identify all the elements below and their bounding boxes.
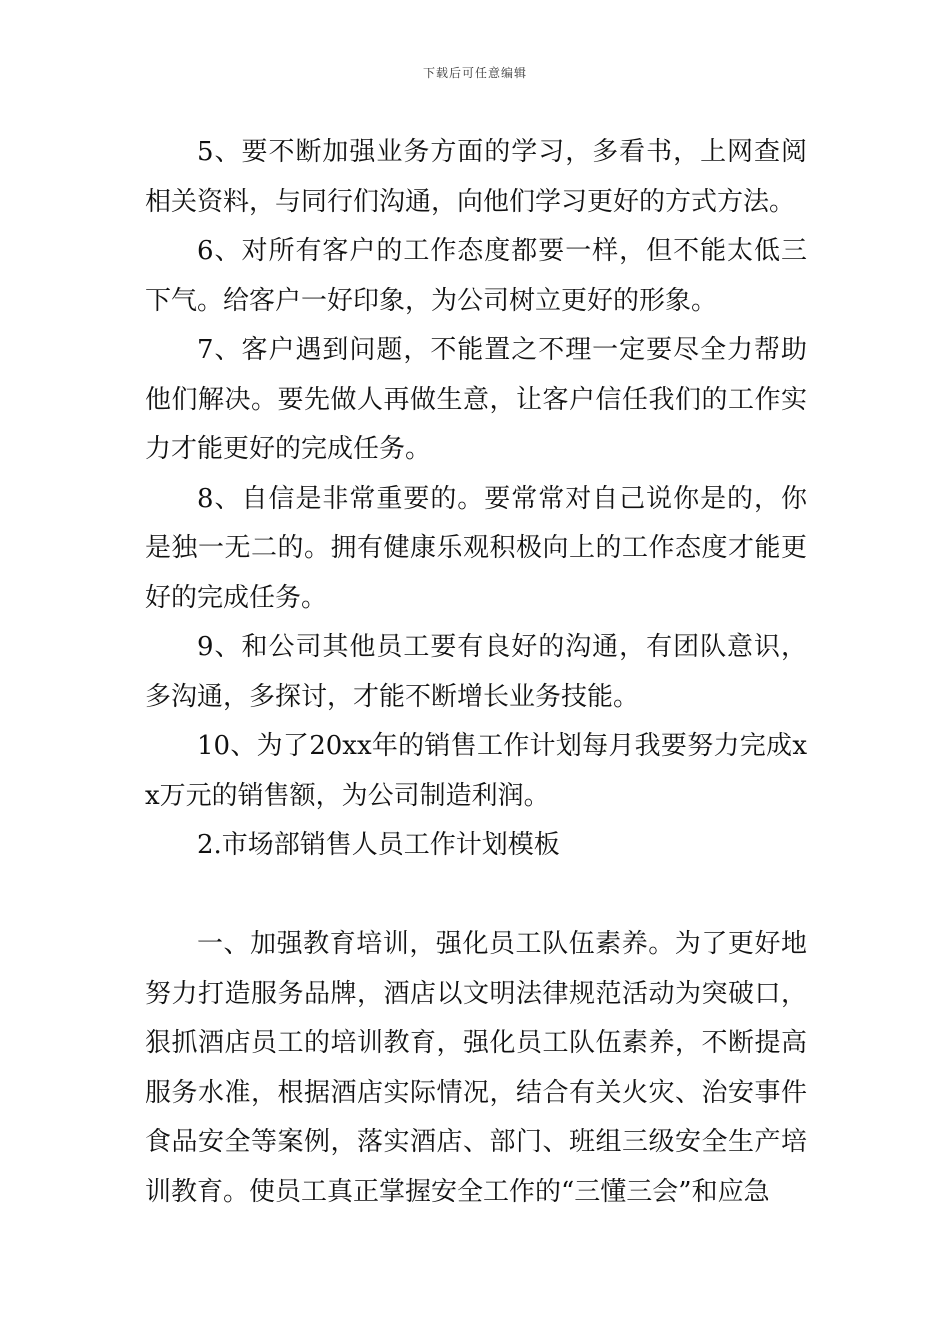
paragraph-item-5: 5、要不断加强业务方面的学习，多看书，上网查阅相关资料，与同行们沟通，向他们学习更好的方式方法。 (145, 137, 807, 217)
paragraph-item-6: 6、对所有客户的工作态度都要一样，但不能太低三下气。给客户一好印象，为公司树立更好的形象。 (145, 236, 807, 316)
document-body (145, 128, 807, 1217)
blank-line (145, 871, 807, 921)
paragraph-item-9: 9、和公司其他员工要有良好的沟通，有团队意识，多沟通，多探讨，才能不断增长业务技能。 (145, 632, 807, 712)
paragraph-item-7: 7、客户遇到问题，不能置之不理一定要尽全力帮助他们解决。要先做人再做生意，让客户信任我们的工作实力才能更好的完成任务。 (145, 335, 807, 464)
paragraph-item-8: 8、自信是非常重要的。要常常对自己说你是的，你是独一无二的。拥有健康乐观积极向上的工作态度才能更好的完成任务。 (145, 483, 807, 613)
section-heading: 2.市场部销售人员工作计划模板 (197, 830, 560, 860)
paragraph-item-10: 10、为了20xx年的销售工作计划每月我要努力完成xx万元的销售额，为公司制造利润。 (145, 731, 807, 811)
page-header: 下载后可任意编辑 (422, 66, 527, 80)
paragraph-section-one: 一、加强教育培训，强化员工队伍素养。为了更好地努力打造服务品牌，酒店以文明法律规范活动为突破口，狠抓酒店员工的培训教育，强化员工队伍素养，不断提高服务水准，根据酒店实际情况，结合有关火灾、治安事件食品安全等案例，落实酒店、部门、班组三级安全生产培训教育。使员工真正掌握安全工作的“三懂三会”和应急 (145, 929, 807, 1207)
